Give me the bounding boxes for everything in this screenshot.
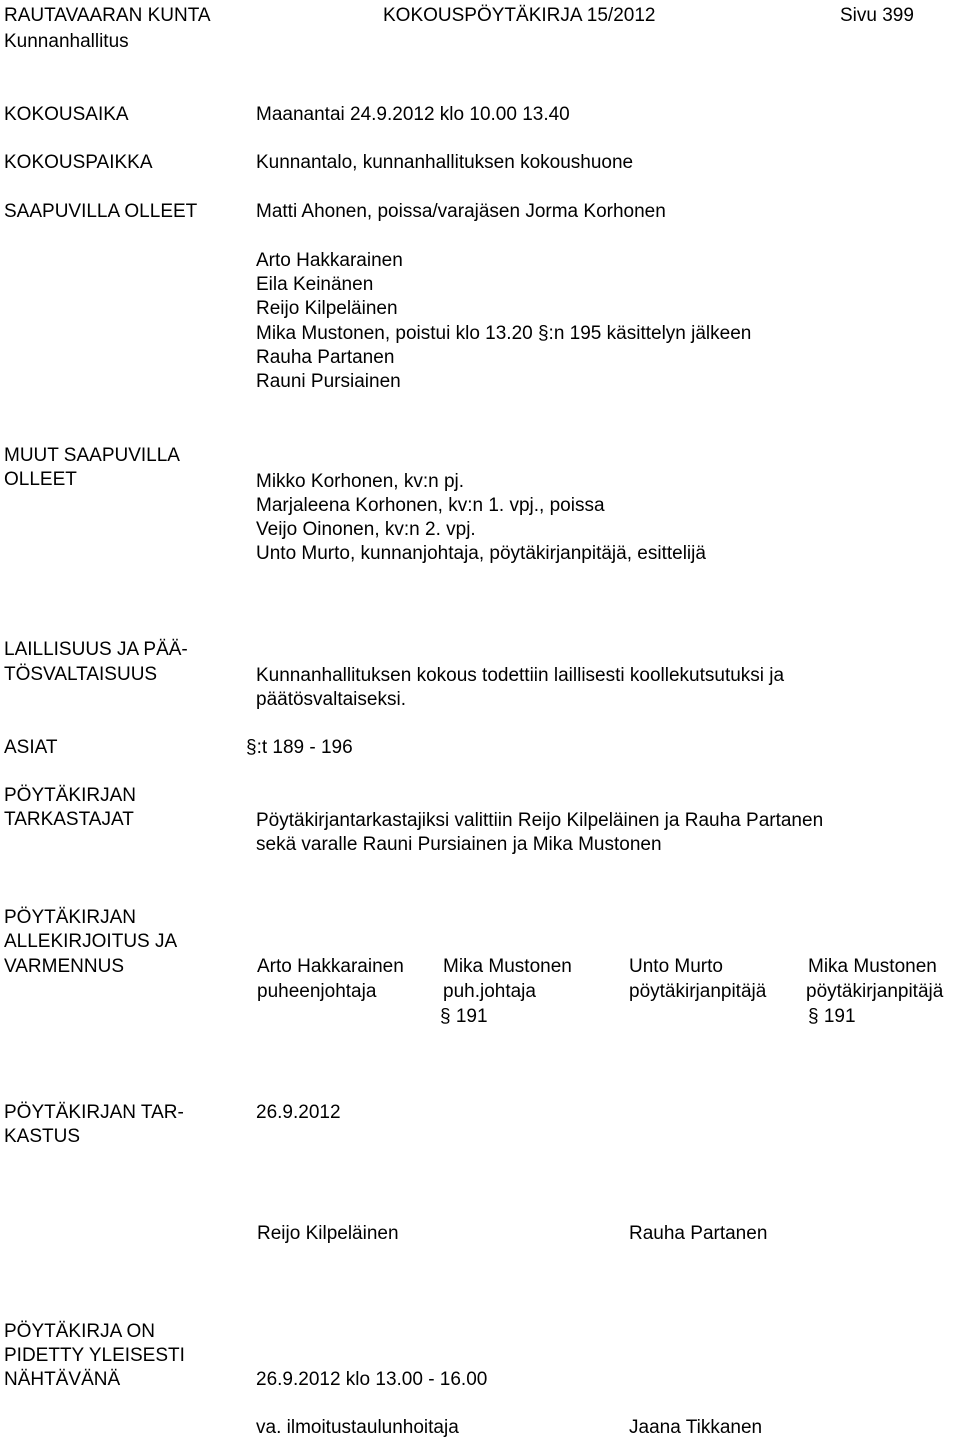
signer-role: pöytäkirjanpitäjä [629,981,767,1002]
legality-label: LAILLISUUS JA PÄÄ- [4,639,188,660]
others-present-member: Unto Murto, kunnanjohtaja, pöytäkirjanpitäjä, esittelijä [256,543,706,564]
signer-name: Mika Mustonen [443,956,572,977]
present-member: Matti Ahonen, poissa/varajäsen Jorma Korhonen [256,201,666,222]
signer-role: puh.johtaja [443,981,536,1002]
legality-label: TÖSVALTAISUUS [4,664,158,685]
signatures-label: ALLEKIRJOITUS JA [4,931,178,952]
present-member: Arto Hakkarainen [256,250,403,271]
public-display-value: 26.9.2012 klo 13.00 - 16.00 [256,1369,488,1390]
signer-name: Arto Hakkarainen [257,956,404,977]
legality-text: päätösvaltaiseksi. [256,689,406,710]
page-number: Sivu 399 [840,5,914,26]
signer-note: § 191 [808,1006,856,1027]
present-member: Reijo Kilpeläinen [256,298,398,319]
signer-role: pöytäkirjanpitäjä [806,981,944,1002]
review-label: PÖYTÄKIRJAN TAR- [4,1102,184,1123]
public-display-label: PÖYTÄKIRJA ON [4,1321,155,1342]
signer-name: Unto Murto [629,956,723,977]
present-member: Eila Keinänen [256,274,374,295]
present-member: Mika Mustonen, poistui klo 13.20 §:n 195 käsittelyn jälkeen [256,323,752,344]
examiners-label: TARKASTAJAT [4,809,134,830]
legality-text: Kunnanhallituksen kokous todettiin laillisesti koollekutsutuksi ja [256,665,785,686]
meeting-time-value: Maanantai 24.9.2012 klo 10.00 13.40 [256,104,570,125]
official-name: Jaana Tikkanen [629,1417,763,1438]
signer-role: puheenjohtaja [257,981,377,1002]
official-title: va. ilmoitustaulunhoitaja [256,1417,459,1438]
others-present-label: MUUT SAAPUVILLA [4,445,180,466]
examiners-text: sekä varalle Rauni Pursiainen ja Mika Mustonen [256,834,662,855]
meeting-place-label: KOKOUSPAIKKA [4,152,153,173]
others-present-label: OLLEET [4,469,77,490]
document-title: KOKOUSPÖYTÄKIRJA 15/2012 [383,5,656,26]
reviewer-name: Rauha Partanen [629,1223,768,1244]
public-display-label: NÄHTÄVÄNÄ [4,1369,121,1390]
others-present-member: Marjaleena Korhonen, kv:n 1. vpj., poissa [256,495,605,516]
matters-label: ASIAT [4,737,58,758]
signer-name: Mika Mustonen [808,956,937,977]
review-date: 26.9.2012 [256,1102,341,1123]
matters-value: §:t 189 - 196 [246,737,353,758]
examiners-label: PÖYTÄKIRJAN [4,785,136,806]
signatures-label: PÖYTÄKIRJAN [4,907,136,928]
present-label: SAAPUVILLA OLLEET [4,201,198,222]
others-present-member: Mikko Korhonen, kv:n pj. [256,471,465,492]
others-present-member: Veijo Oinonen, kv:n 2. vpj. [256,519,476,540]
meeting-time-label: KOKOUSAIKA [4,104,129,125]
review-label: KASTUS [4,1126,81,1147]
organ-name: Kunnanhallitus [4,31,129,52]
signatures-label: VARMENNUS [4,956,124,977]
public-display-label: PIDETTY YLEISESTI [4,1345,185,1366]
municipality-name: RAUTAVAARAN KUNTA [4,5,211,26]
reviewer-name: Reijo Kilpeläinen [257,1223,399,1244]
present-member: Rauha Partanen [256,347,395,368]
signer-note: § 191 [440,1006,488,1027]
present-member: Rauni Pursiainen [256,371,401,392]
meeting-place-value: Kunnantalo, kunnanhallituksen kokoushuone [256,152,634,173]
examiners-text: Pöytäkirjantarkastajiksi valittiin Reijo Kilpeläinen ja Rauha Partanen [256,810,824,831]
